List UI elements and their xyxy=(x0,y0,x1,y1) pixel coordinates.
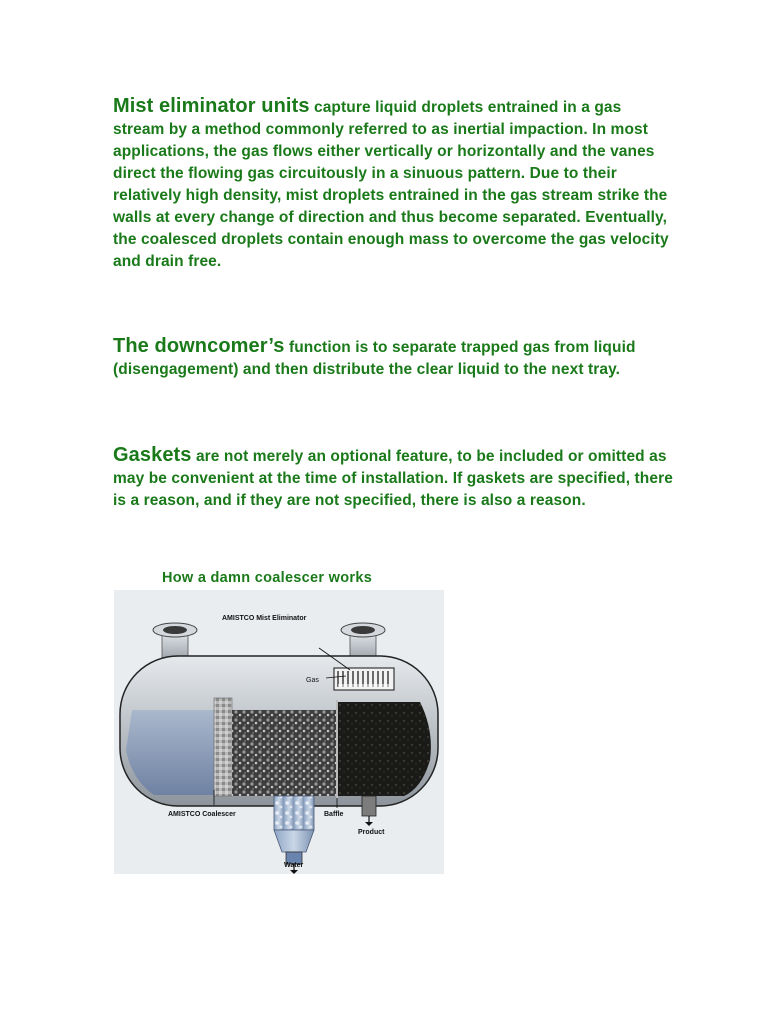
foam-section xyxy=(232,710,337,796)
label-water: Water xyxy=(284,862,304,869)
figure-caption: How a damn coalescer works xyxy=(162,570,373,586)
paragraph-body: function is to separate trapped gas from liquid (disengagement) and then distribute the clear liquid to the next tray. xyxy=(113,339,636,378)
coalescer-diagram-svg xyxy=(114,590,444,874)
paragraph-lead: The downcomer’s xyxy=(113,335,285,357)
paragraph-lead: Gaskets xyxy=(113,444,192,466)
paragraph-gaskets xyxy=(113,444,673,512)
paragraph-lead: Mist eliminator units xyxy=(113,95,310,117)
label-baffle: Baffle xyxy=(324,811,344,818)
product-section xyxy=(338,702,431,796)
label-product: Product xyxy=(358,829,385,836)
paragraph-downcomer xyxy=(113,335,673,381)
paragraph-body: are not merely an optional feature, to be included or omitted as may be convenient at the time of installation. If gaskets are specified, there is a reason, and if they are not specified, there is also a reason. xyxy=(113,448,673,509)
paragraph-body: capture liquid droplets entrained in a gas stream by a method commonly referred to as inertial impaction. In most applications, the gas flows either vertically or horizontally and the vanes direct the flowing gas circuitously in a sinuous pattern. Due to their relatively high density, mist droplets entrained in the gas stream strike the walls at every change of direction and thus become separated. Eventually, the coalesced droplets contain enough mass to overcome the gas velocity and drain free. xyxy=(113,99,669,270)
label-mist-eliminator: AMISTCO Mist Eliminator xyxy=(222,615,307,622)
paragraph-mist-eliminator xyxy=(113,95,673,273)
label-gas: Gas xyxy=(306,677,319,684)
coalescer-pack xyxy=(214,698,232,796)
label-coalescer: AMISTCO Coalescer xyxy=(168,811,236,818)
coalescer-diagram xyxy=(114,590,444,874)
